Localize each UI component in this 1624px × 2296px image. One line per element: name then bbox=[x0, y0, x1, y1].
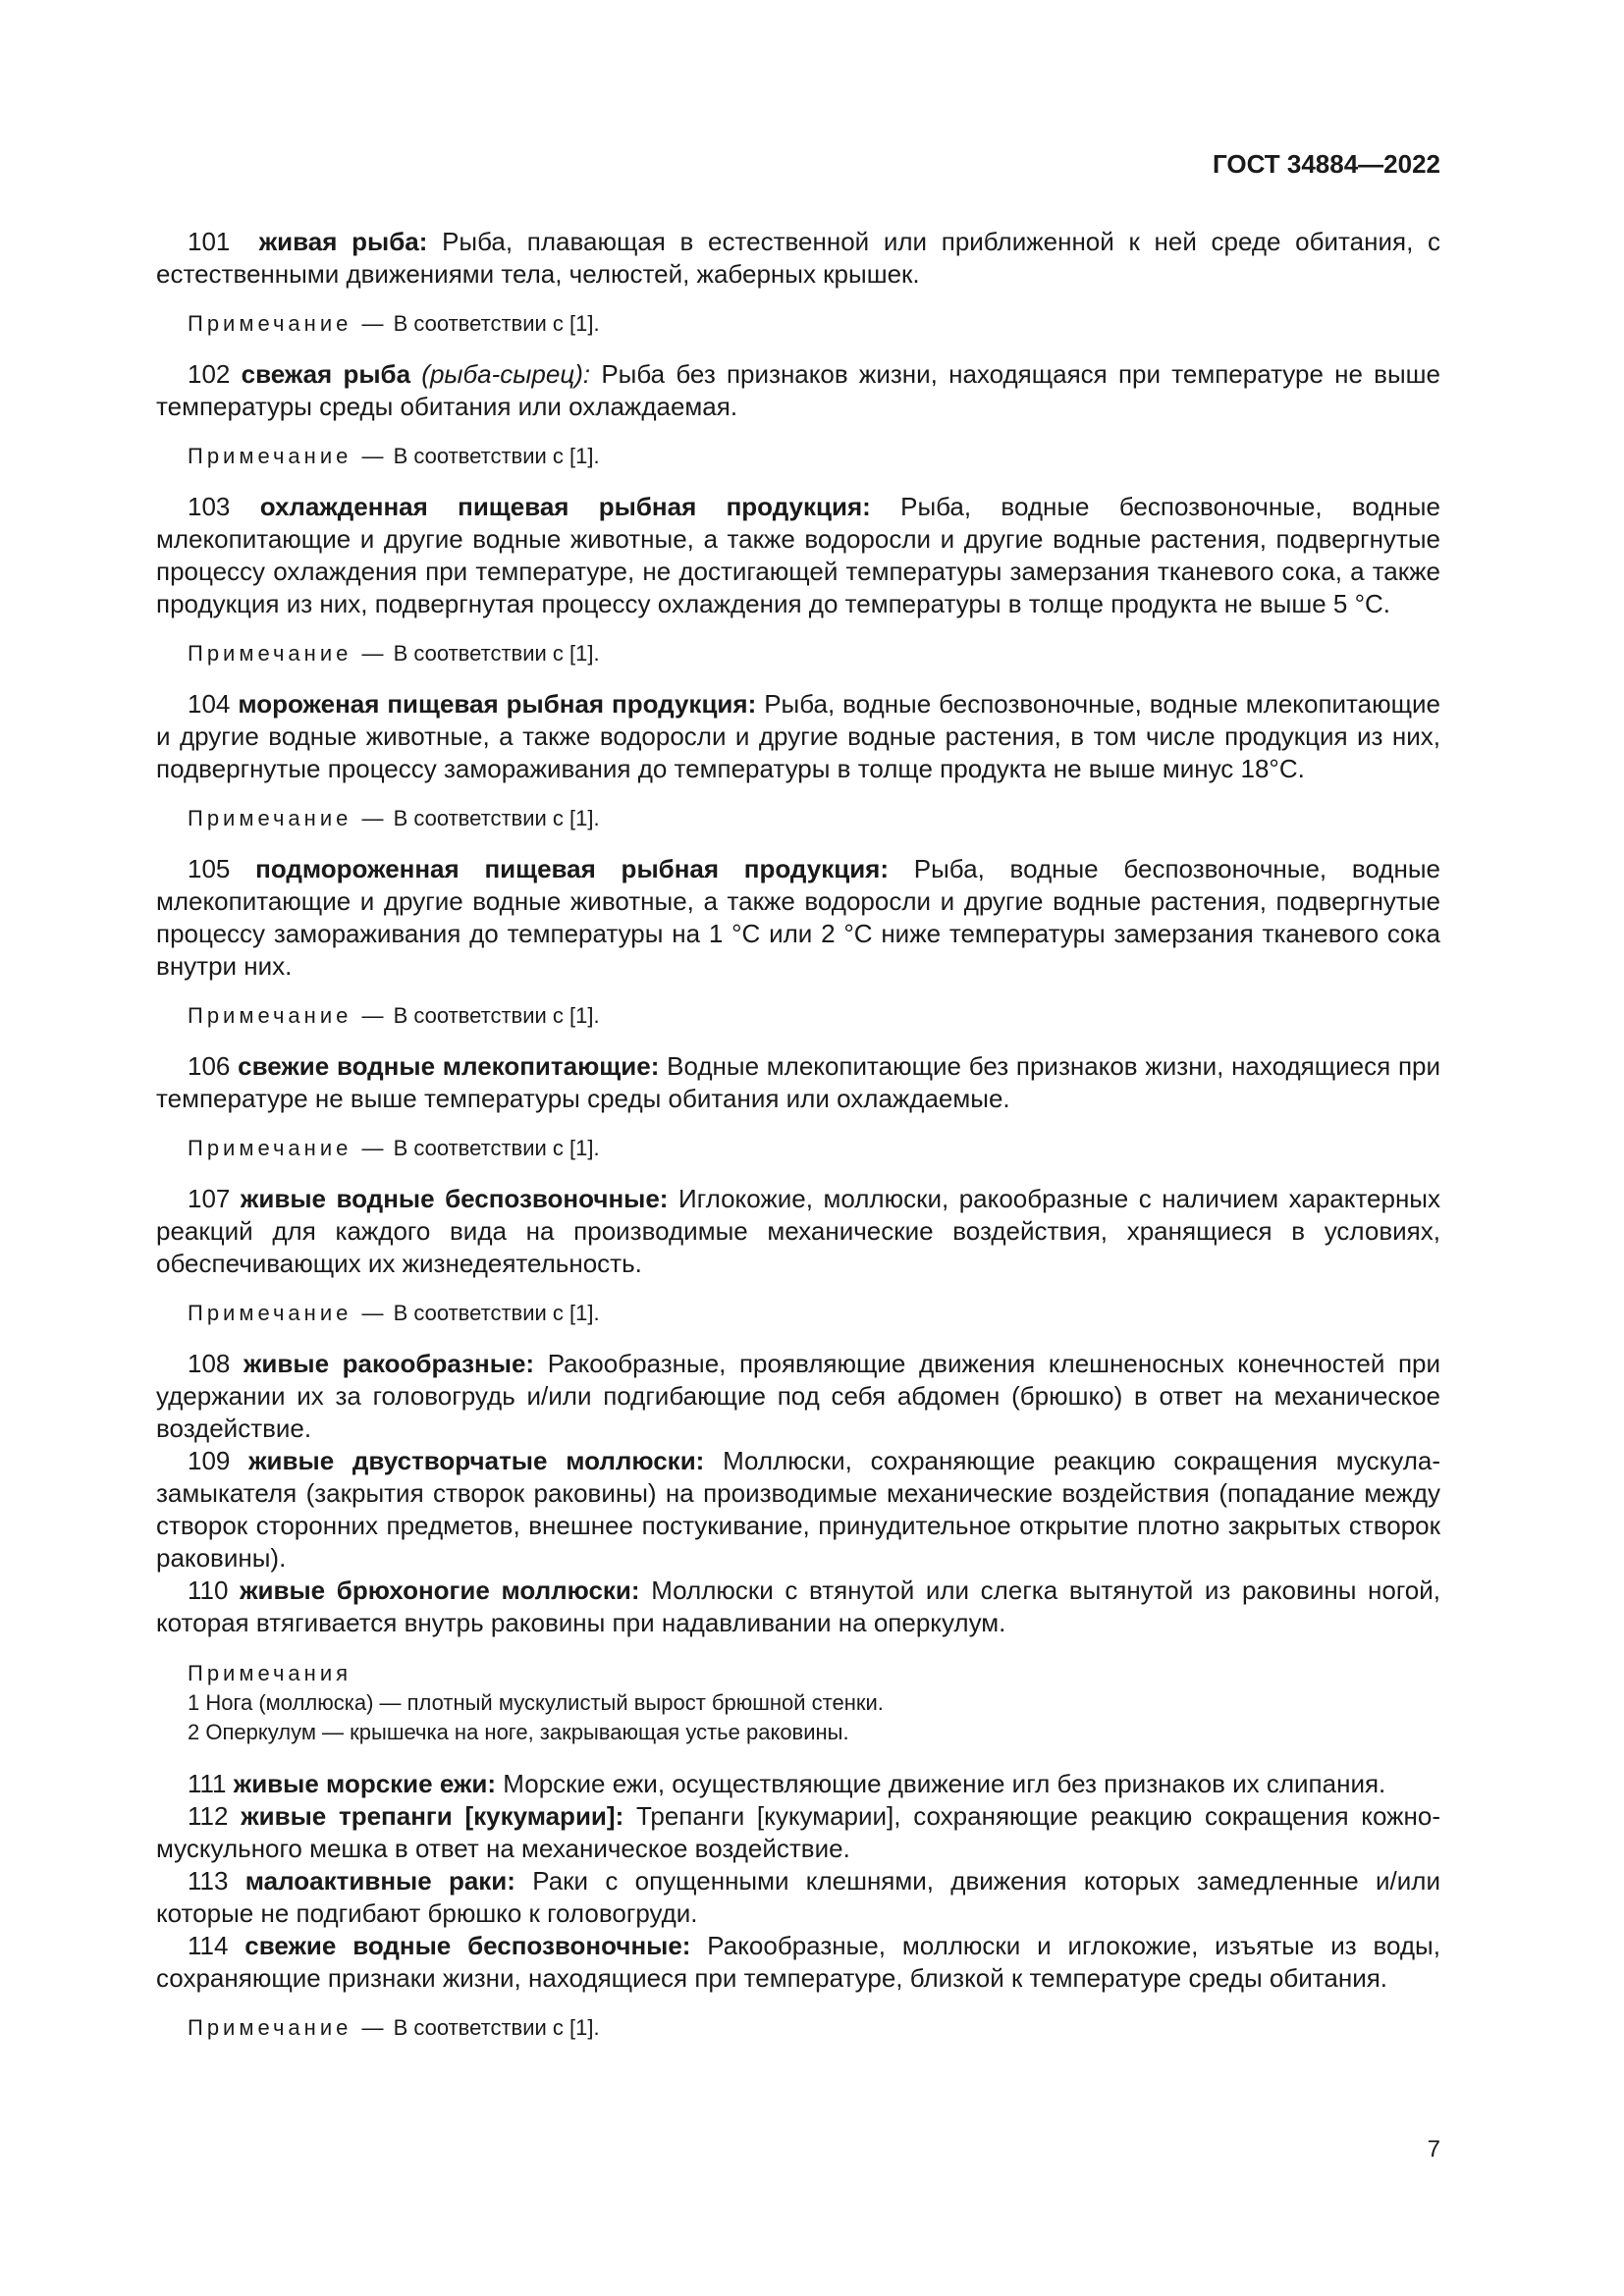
term-108: 108 живые ракообразные: Ракообразные, проявляющие движения клешненосных конечностей при удержании их за головогрудь и/или подгибающие под себя абдомен (брюшко) в ответ на механическое воздействие. bbox=[156, 1349, 1441, 1443]
note-114: Примечание — В соответствии с [1]. bbox=[188, 2015, 600, 2040]
term-101: 101 живая рыба: Рыба, плавающая в естественной или приближенной к ней среде обитания, с естественными движениями тела, челюстей, жаберных крышек. bbox=[156, 227, 1440, 289]
note-item: 2 Оперкулум — крышечка на ноге, закрывающая устье раковины. bbox=[188, 1720, 849, 1744]
note-102: Примечание — В соответствии с [1]. bbox=[188, 444, 600, 468]
term-definition: Ракообразные, моллюски и иглокожие, изъятые из воды, сохраняющие признаки жизни, находящиеся при температуре, близкой к температуре среды обитания. bbox=[156, 1931, 1440, 1993]
term-title: живые ракообразные: bbox=[243, 1349, 535, 1378]
term-synonym: (рыба-сырец): bbox=[421, 359, 591, 389]
term-107: 107 живые водные беспозвоночные: Иглокожие, моллюски, ракообразные с наличием характерных реакций для каждого вида на производимые механические воздействия, хранящиеся в условиях, обеспечивающих их жизнедеятельность. bbox=[156, 1184, 1440, 1278]
note-104: Примечание — В соответствии с [1]. bbox=[188, 806, 600, 830]
term-definition: Трепанги [кукумарии], сохраняющие реакцию сокращения кожно-мускульного мешка в ответ на механическое воздействие. bbox=[156, 1801, 1441, 1863]
term-title: живая рыба: bbox=[258, 227, 428, 256]
term-definition: Рыба, водные беспозвоночные, водные млекопитающие и другие водные животные, а также водоросли и другие водные растения, в том числе продукция из них, подвергнутые процессу замораживания до температуры в толще продукта не выше минус 18°С. bbox=[156, 689, 1440, 783]
note-106: Примечание — В соответствии с [1]. bbox=[188, 1136, 600, 1160]
term-definition: Рыба, водные беспозвоночные, водные млекопитающие и другие водные животные, а также водоросли и другие водные растения, подвергнутые процессу замораживания до температуры на 1 °С или 2 °С ниже температуры замерзания тканевого сока внутри них. bbox=[156, 854, 1440, 981]
term-title: живые двустворчатые моллюски: bbox=[248, 1446, 705, 1475]
term-title: свежая рыба bbox=[241, 359, 411, 389]
term-title: свежие водные беспозвоночные: bbox=[244, 1931, 691, 1960]
term-definition: Рыба без признаков жизни, находящаяся при температуре не выше температуры среды обитания или охлаждаемая. bbox=[156, 359, 1441, 421]
note-107: Примечание — В соответствии с [1]. bbox=[188, 1301, 600, 1325]
term-definition: Раки с опущенными клешнями, движения которых замедленные и/или которые не подгибают брюшко к головогруди. bbox=[156, 1866, 1440, 1928]
term-113: 113 малоактивные раки: Раки с опущенными клешнями, движения которых замедленные и/или которые не подгибают брюшко к головогруди. bbox=[156, 1866, 1440, 1928]
term-title: живые морские ежи: bbox=[233, 1769, 497, 1798]
term-110: 110 живые брюхоногие моллюски: Моллюски с втянутой или слегка вытянутой из раковины ногой, которая втягивается внутрь раковины при надавливании на оперкулум. bbox=[156, 1575, 1440, 1637]
term-title: мороженая пищевая рыбная продукция: bbox=[238, 689, 757, 719]
page-number: 7 bbox=[1427, 2136, 1440, 2163]
terms-content bbox=[156, 226, 1440, 2062]
term-definition: Морские ежи, осуществляющие движение игл без признаков их слипания. bbox=[503, 1769, 1386, 1798]
term-title: живые брюхоногие моллюски: bbox=[240, 1575, 640, 1605]
note-item: 1 Нога (моллюска) — плотный мускулистый вырост брюшной стенки. bbox=[188, 1690, 884, 1715]
term-104: 104 мороженая пищевая рыбная продукция: Рыба, водные беспозвоночные, водные млекопитающие и другие водные животные, а также водоросли и другие водные растения, в том числе продукция из них, подвергнутые процессу замораживания до температуры в толще продукта не выше минус 18°С. bbox=[156, 689, 1440, 783]
term-definition: Иглокожие, моллюски, ракообразные с наличием характерных реакций для каждого вида на производимые механические воздействия, хранящиеся в условиях, обеспечивающих их жизнедеятельность. bbox=[156, 1184, 1440, 1278]
term-105: 105 подмороженная пищевая рыбная продукция: Рыба, водные беспозвоночные, водные млекопитающие и другие водные животные, а также водоросли и другие водные растения, подвергнутые процессу замораживания до температуры на 1 °С или 2 °С ниже температуры замерзания тканевого сока внутри них. bbox=[156, 854, 1440, 981]
term-103: 103 охлажденная пищевая рыбная продукция: Рыба, водные беспозвоночные, водные млекопитающие и другие водные животные, а также водоросли и другие водные растения, подвергнутые процессу охлаждения при температуре, не достигающей температуры замерзания тканевого сока, а также продукция из них, подвергнутая процессу охлаждения до температуры в толще продукта не выше 5 °С. bbox=[156, 492, 1440, 618]
note-105: Примечание — В соответствии с [1]. bbox=[188, 1003, 600, 1028]
term-title: свежие водные млекопитающие: bbox=[238, 1051, 660, 1081]
document-id-header: ГОСТ 34884—2022 bbox=[1213, 149, 1440, 179]
term-definition: Рыба, плавающая в естественной или приближенной к ней среде обитания, с естественными движениями тела, челюстей, жаберных крышек. bbox=[156, 227, 1440, 289]
term-definition: Ракообразные, проявляющие движения клешненосных конечностей при удержании их за головогрудь и/или подгибающие под себя абдомен (брюшко) в ответ на механическое воздействие. bbox=[156, 1349, 1441, 1443]
term-definition: Моллюски, сохраняющие реакцию сокращения мускула-замыкателя (закрытия створок раковины) на производимые механические воздействия (попадание между створок сторонних предметов, внешнее постукивание, принудительное открытие плотно закрытых створок раковины). bbox=[156, 1446, 1440, 1573]
term-102: 102 свежая рыба (рыба-сырец): Рыба без признаков жизни, находящаяся при температуре не выше температуры среды обитания или охлаждаемая. bbox=[156, 359, 1441, 421]
term-title: малоактивные раки: bbox=[244, 1866, 515, 1896]
term-title: подмороженная пищевая рыбная продукция: bbox=[255, 854, 890, 883]
notes-heading: Примечания bbox=[188, 1661, 352, 1685]
notes-110 bbox=[188, 1659, 1440, 1747]
note-101: Примечание — В соответствии с [1]. bbox=[188, 311, 600, 336]
term-title: живые водные беспозвоночные: bbox=[240, 1184, 669, 1213]
term-definition: Водные млекопитающие без признаков жизни, находящиеся при температуре не выше температуры среды обитания или охлаждаемые. bbox=[156, 1051, 1441, 1113]
note-103: Примечание — В соответствии с [1]. bbox=[188, 641, 600, 666]
term-109: 109 живые двустворчатые моллюски: Моллюски, сохраняющие реакцию сокращения мускула-замыкателя (закрытия створок раковины) на производимые механические воздействия (попадание между створок сторонних предметов, внешнее постукивание, принудительное открытие плотно закрытых створок раковины). bbox=[156, 1446, 1440, 1573]
term-definition: Моллюски с втянутой или слегка вытянутой из раковины ногой, которая втягивается внутрь раковины при надавливании на оперкулум. bbox=[156, 1575, 1440, 1637]
term-112: 112 живые трепанги [кукумарии]: Трепанги [кукумарии], сохраняющие реакцию сокращения кожно-мускульного мешка в ответ на механическое воздействие. bbox=[156, 1801, 1441, 1863]
term-106: 106 свежие водные млекопитающие: Водные млекопитающие без признаков жизни, находящиеся при температуре не выше температуры среды обитания или охлаждаемые. bbox=[156, 1051, 1441, 1113]
term-111: 111 живые морские ежи: Морские ежи, осуществляющие движение игл без признаков их слипания. bbox=[188, 1769, 1386, 1798]
term-title: охлажденная пищевая рыбная продукция: bbox=[259, 492, 871, 521]
term-114: 114 свежие водные беспозвоночные: Ракообразные, моллюски и иглокожие, изъятые из воды, сохраняющие признаки жизни, находящиеся при температуре, близкой к температуре среды обитания. bbox=[156, 1931, 1440, 1993]
term-definition: Рыба, водные беспозвоночные, водные млекопитающие и другие водные животные, а также водоросли и другие водные растения, подвергнутые процессу охлаждения при температуре, не достигающей температуры замерзания тканевого сока, а также продукция из них, подвергнутая процессу охлаждения до температуры в толще продукта не выше 5 °С. bbox=[156, 492, 1440, 618]
term-title: живые трепанги [кукумарии]: bbox=[241, 1801, 624, 1831]
